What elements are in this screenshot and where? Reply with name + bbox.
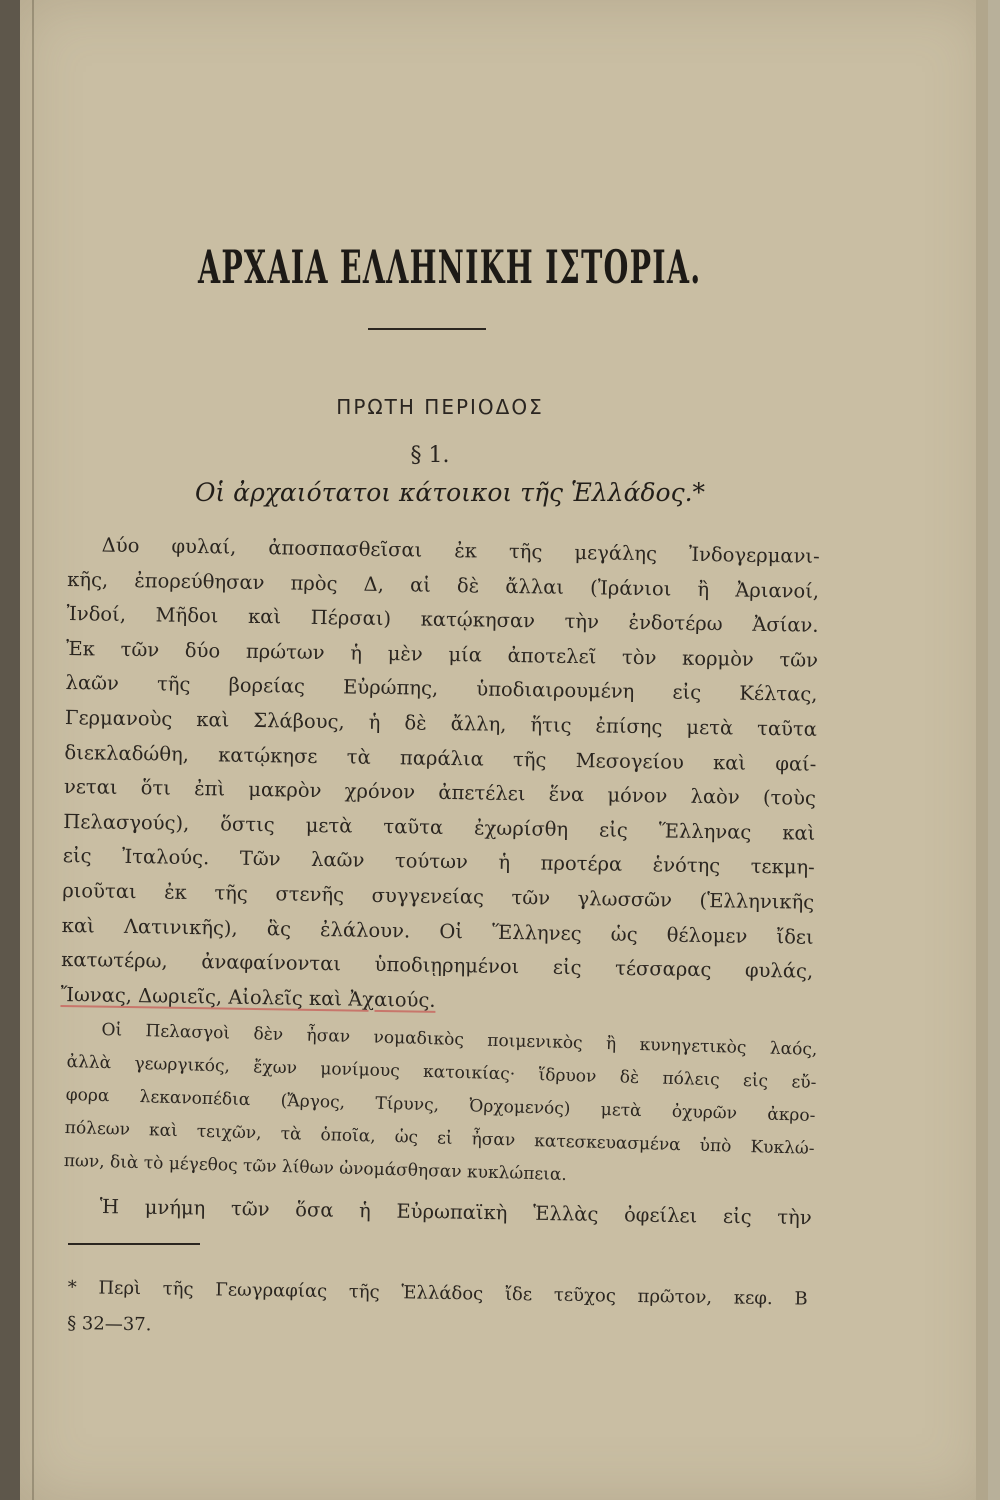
book-binding-edge — [0, 0, 20, 1500]
text-line: ἀλλὰ γεωργικός, ἔχων μονίμους κατοικίας· ἵδρυον δὲ πόλεις εἰς εὔ- — [66, 1051, 817, 1093]
paragraph-2 — [63, 1013, 817, 1199]
text-line: Πελασγούς), ὅστις μετὰ ταῦτα ἐχωρίσθη εἰς Ἕλληνας καὶ — [63, 809, 816, 845]
text-line: κατωτέρω, ἀναφαίνονται ὑποδιῃρημένοι εἰς τέσσαρας φυλάς, — [61, 948, 814, 983]
text-line: Ἐκ τῶν δύο πρώτων ἡ μὲν μία ἀποτελεῖ τὸν κορμὸν τῶν — [65, 636, 819, 672]
text-line: Ἴωνας, Δωριεῖς, Αἰολεῖς καὶ Ἀχαιούς. — [60, 982, 436, 1012]
footnote — [67, 1270, 808, 1354]
text-line: νεται ὅτι ἐπὶ μακρὸν χρόνον ἀπετέλει ἕνα μόνον λαὸν (τοὺς — [63, 775, 817, 810]
page-fold-line — [32, 0, 34, 1500]
paragraph-1 — [60, 528, 820, 1024]
text-line: κῆς, ἐπορεύθησαν πρὸς Δ, αἱ δὲ ἄλλαι (Ἰράνιοι ἢ Ἀριανοί, — [67, 567, 820, 603]
text-line: πων, διὰ τὸ μέγεθος τῶν λίθων ὠνομάσθησαν κυκλώπεια. — [63, 1150, 568, 1185]
text-line: Γερμανοὺς καὶ Σλάβους, ἡ δὲ ἄλλη, ἥτις ἐπίσης μετὰ ταῦτα — [64, 705, 818, 741]
text-line: ριοῦται ἐκ τῆς στενῆς συγγενείας τῶν γλωσσῶν (Ἑλληνικῆς — [62, 878, 815, 914]
section-number: § 1. — [410, 443, 450, 468]
text-line: Ἡ μνήμη τῶν ὅσα ἡ Εὐρωπαϊκὴ Ἑλλὰς ὀφείλει εἰς τὴν — [99, 1194, 812, 1230]
footnote-line: § 32—37. — [66, 1312, 152, 1336]
text-line: πόλεων καὶ τειχῶν, τὰ ὁποῖα, ὡς εἰ ἦσαν κατεσκευασμένα ὑπὸ Κυκλώ- — [64, 1117, 815, 1159]
period-heading: ΠΡΩΤΗ ΠΕΡΙΟΔΟΣ — [336, 395, 544, 419]
title-rule — [368, 328, 486, 330]
text-line: διεκλαδώθη, κατῴκησε τὰ παράλια τῆς Μεσογείου καὶ φαί- — [64, 740, 817, 776]
text-line: λαῶν τῆς βορείας Εὐρώπης, ὑποδιαιρουμένη εἰς Κέλτας, — [65, 671, 818, 707]
text-line: εἰς Ἰταλούς. Τῶν λαῶν τούτων ἡ προτέρα ἑνότης τεκμη- — [62, 844, 815, 880]
page-title: ΑΡΧΑΙΑ ΕΛΛΗΝΙΚΗ ΙΣΤΟΡΙΑ. — [198, 240, 702, 294]
text-line: Δύο φυλαί, ἀποσπασθεῖσαι ἐκ τῆς μεγάλης Ἰνδογερμανι- — [101, 533, 820, 568]
footnote-line: * Περὶ τῆς Γεωγραφίας τῆς Ἑλλάδος ἴδε τεῦχος πρῶτον, κεφ. Β — [67, 1276, 808, 1310]
footnote-rule — [68, 1243, 200, 1245]
text-line: Οἱ Πελασγοὶ δὲν ἦσαν νομαδικὸς ποιμενικὸς ἢ κυνηγετικὸς λαός, — [101, 1019, 818, 1060]
text-line: Ἰνδοί, Μῆδοι καὶ Πέρσαι) κατῴκησαν τὴν ἐνδοτέρω Ἀσίαν. — [66, 602, 819, 637]
text-line: φορα λεκανοπέδια (Ἄργος, Τίρυνς, Ὀρχομενός) μετὰ ὀχυρῶν ἀκρο- — [65, 1084, 816, 1126]
text-line: καὶ Λατινικῆς), ἃς ἐλάλουν. Οἱ Ἕλληνες ὡς θέλομεν ἴδει — [61, 913, 814, 949]
section-heading: Οἱ ἀρχαιότατοι κάτοικοι τῆς Ἑλλάδος.* — [194, 478, 706, 507]
page-right-edge — [976, 0, 988, 1500]
